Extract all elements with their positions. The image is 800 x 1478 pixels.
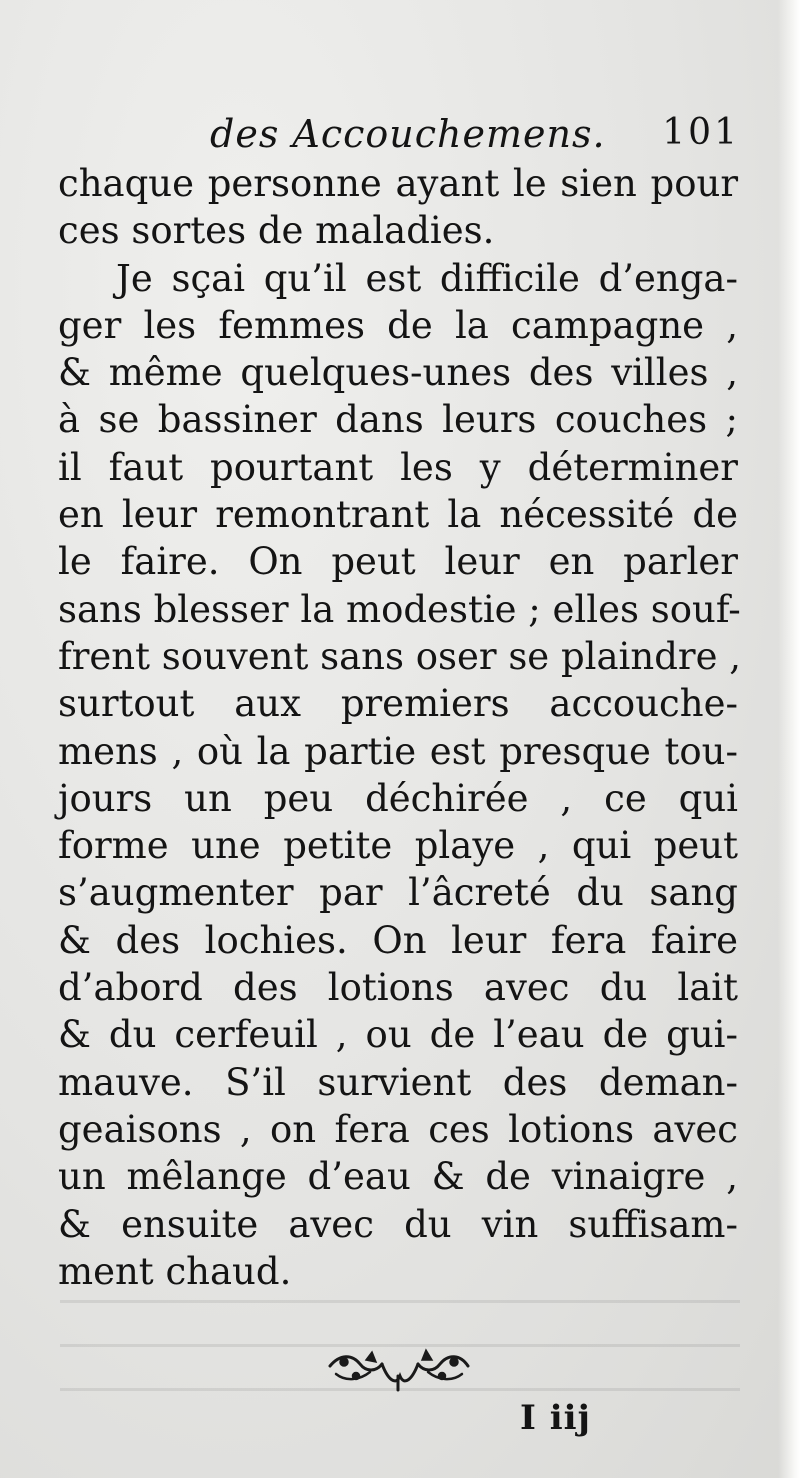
text-line: s’augmenter par l’âcreté du sang [58,871,738,915]
text-line: le faire. On peut leur en parler [58,540,738,584]
fleuron-ornament-icon [326,1346,472,1394]
text-line: en leur remontrant la nécessité de [58,493,738,537]
signature-mark: I iij [520,1398,591,1438]
text-line: il faut pourtant les y déterminer [58,445,738,489]
text-line: & des lochies. On leur fera faire [58,918,738,962]
text-line: Je sçai qu’il est difficile d’enga- [116,256,738,300]
text-line: mauve. S’il survient des deman- [58,1060,738,1104]
text-line: surtout aux premiers accouche- [58,682,738,726]
running-title: des Accouchemens. [210,112,606,156]
text-line: forme une petite playe , qui peut [58,824,738,868]
text-line: ces sortes de maladies. [58,209,495,253]
text-line: d’abord des lotions avec du lait [58,966,738,1010]
text-line: frent souvent sans oser se plaindre , [58,634,742,678]
text-line: sans blesser la modestie ; elles souf- [58,587,741,631]
text-line: à se bassiner dans leurs couches ; [58,398,738,442]
text-line: un mêlange d’eau & de vinaigre , [58,1155,738,1199]
text-line: ger les femmes de la campagne , [58,303,738,347]
text-line: & même quelques-unes des villes , [58,351,738,395]
text-line: chaque personne ayant le sien pour [58,162,738,205]
text-line: geaisons , on fera ces lotions avec [58,1107,738,1151]
text-line: & ensuite avec du vin suffisam- [58,1202,738,1246]
text-line: mens , où la partie est presque tou- [58,729,738,773]
page-header [210,112,740,162]
text-line: & du cerfeuil , ou de l’eau de gui- [58,1013,738,1057]
page-number: 101 [662,112,740,153]
body-text [58,160,742,1295]
page-edge [778,0,800,1478]
text-line: jours un peu déchirée , ce qui [58,776,738,820]
text-line: ment chaud. [58,1249,292,1293]
